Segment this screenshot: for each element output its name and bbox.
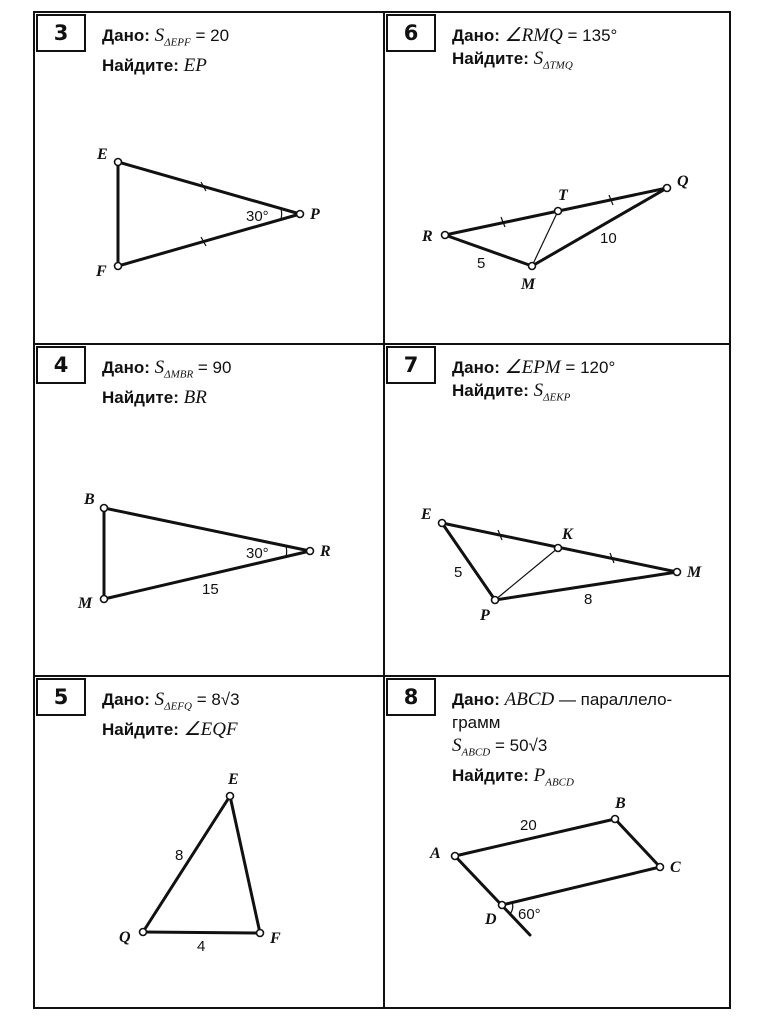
given-line: Дано: ∠RMQ = 135° — [452, 25, 618, 46]
label-a: A — [430, 845, 441, 862]
side-fp — [118, 214, 300, 266]
problem-number: 7 — [386, 346, 436, 384]
find-line: Найдите: $P_{ABCD}$ — [452, 765, 574, 789]
side-label-pm: 8 — [584, 591, 593, 608]
given-line: Дано: $S_{\Delta EFQ} = 8√3$ — [102, 689, 240, 713]
label-b: B — [84, 491, 95, 508]
side-label-rm: 5 — [477, 255, 486, 272]
find-line: Найдите: EP — [102, 55, 207, 77]
side-qe — [143, 796, 230, 932]
figure-5 — [0, 676, 384, 1008]
side-rm — [445, 235, 532, 266]
side-ep — [442, 523, 495, 600]
point-m — [674, 569, 681, 576]
label-k: K — [562, 526, 573, 543]
side-label-mq: 10 — [600, 230, 617, 247]
label-r: R — [422, 228, 433, 245]
side-dc — [502, 867, 660, 905]
side-ep — [118, 162, 300, 214]
label-q: Q — [119, 929, 131, 946]
label-f: F — [96, 263, 107, 280]
side-label-qe: 8 — [175, 847, 184, 864]
point-q — [664, 185, 671, 192]
problem-number: 8 — [386, 678, 436, 716]
point-e — [115, 159, 122, 166]
label-e: E — [228, 771, 239, 788]
label-q: Q — [677, 173, 689, 190]
point-k — [555, 545, 562, 552]
label-c: C — [670, 859, 681, 876]
label-m: M — [78, 595, 93, 612]
problem-number: 3 — [36, 14, 86, 52]
label-m: M — [687, 564, 702, 581]
side-qf — [143, 932, 260, 933]
side-label-qf: 4 — [197, 938, 206, 955]
point-f — [115, 263, 122, 270]
angle-label: 30° — [246, 208, 269, 225]
point-f — [257, 930, 264, 937]
point-p — [492, 597, 499, 604]
label-m: M — [521, 276, 536, 293]
point-e — [439, 520, 446, 527]
figure-4 — [0, 344, 384, 676]
side-mq — [532, 188, 667, 266]
point-m — [101, 596, 108, 603]
label-b: B — [615, 795, 626, 812]
problem-number: 4 — [36, 346, 86, 384]
point-m — [529, 263, 536, 270]
given-line: Дано: ∠EPM = 120° — [452, 357, 616, 378]
side-br — [104, 508, 310, 551]
angle-label: 60° — [518, 906, 541, 923]
point-a — [452, 853, 459, 860]
point-e — [227, 793, 234, 800]
side-label-ep: 5 — [454, 564, 463, 581]
angle-label: 30° — [246, 545, 269, 562]
figure-6 — [384, 0, 768, 344]
find-line: Найдите: ∠EQF — [102, 719, 238, 741]
angle-arc — [281, 209, 282, 219]
point-r — [307, 548, 314, 555]
given-line-continuation: грамм — [452, 713, 501, 732]
find-line: Найдите: $S_{\Delta TMQ}$ — [452, 48, 573, 72]
label-r: R — [320, 543, 331, 560]
given-line-2: $S_{ABCD} = 50√3$ — [452, 735, 548, 759]
label-e: E — [97, 146, 108, 163]
label-e: E — [421, 506, 432, 523]
point-t — [555, 208, 562, 215]
label-p: P — [480, 607, 490, 624]
figure-8 — [384, 676, 768, 1008]
point-r — [442, 232, 449, 239]
given-line: Дано: ABCD — параллело- — [452, 689, 673, 710]
side-ef — [230, 796, 260, 933]
side-bc — [615, 819, 660, 867]
given-line: Дано: $S_{\Delta MBR} = 90$ — [102, 357, 232, 381]
find-line: Найдите: BR — [102, 387, 207, 409]
given-line: Дано: $S_{\Delta EPF} = 20$ — [102, 25, 230, 49]
angle-arc — [286, 546, 287, 557]
point-b — [101, 505, 108, 512]
point-c — [657, 864, 664, 871]
problem-number: 5 — [36, 678, 86, 716]
point-b — [612, 816, 619, 823]
figure-7 — [384, 344, 768, 676]
side-label-mr: 15 — [202, 581, 219, 598]
point-d — [499, 902, 506, 909]
point-p — [297, 211, 304, 218]
side-label-ab: 20 — [520, 817, 537, 834]
label-d: D — [485, 911, 497, 928]
label-p: P — [310, 206, 320, 223]
problem-number: 6 — [386, 14, 436, 52]
find-line: Найдите: $S_{\Delta EKP}$ — [452, 380, 571, 404]
label-t: T — [558, 187, 568, 204]
label-f: F — [270, 930, 281, 947]
figure-3 — [0, 0, 384, 344]
point-q — [140, 929, 147, 936]
